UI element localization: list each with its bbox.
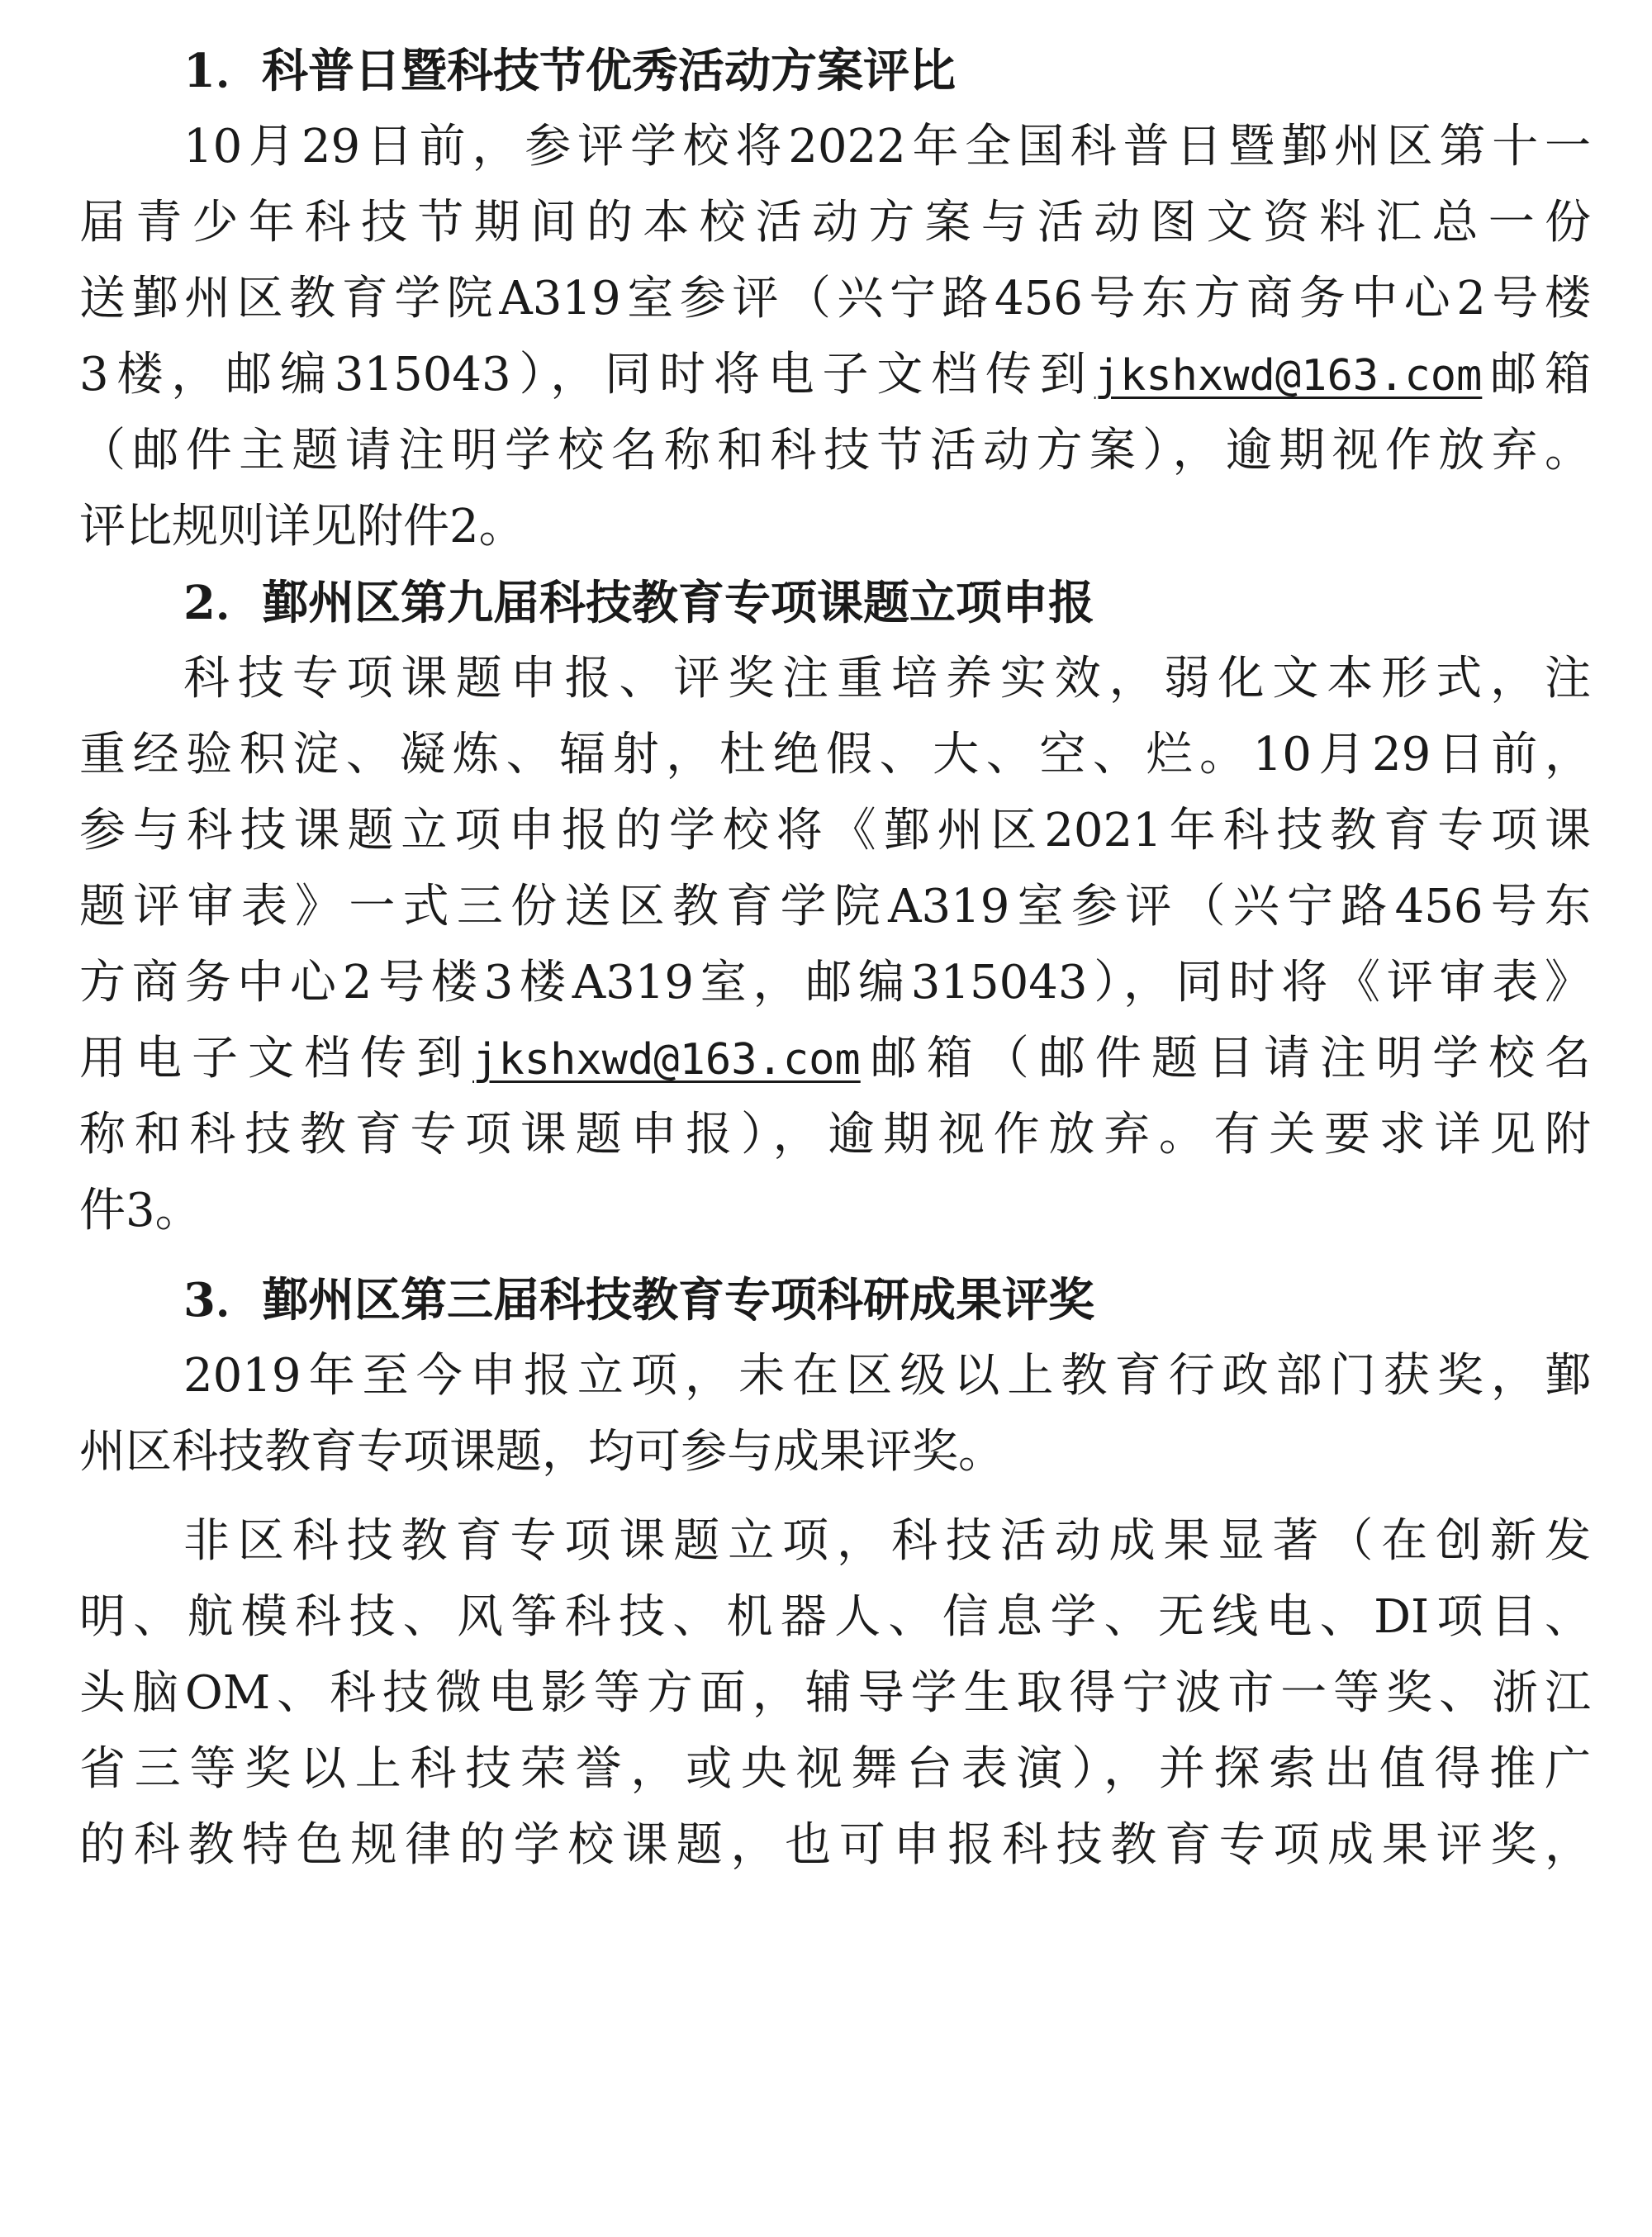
document-page xyxy=(79,33,1591,1883)
section-3-para-1-line-2: 州区科技教育专项课题，均可参与成果评奖。 xyxy=(79,1425,1004,1479)
section-3-para-2-line-5: 的科教特色规律的学校课题，也可申报科技教育专项成果评奖， xyxy=(79,1818,1591,1872)
section-1-line-3: 送鄞州区教育学院A319室参评（兴宁路456号东方商务中心2号楼 xyxy=(79,272,1591,325)
section-3-para-2-line-3: 头脑OM、科技微电影等方面，辅导学生取得宁波市一等奖、浙江 xyxy=(79,1666,1591,1720)
section-1-line-6: 评比规则详见附件2。 xyxy=(79,500,525,553)
section-3-para-2-line-4: 省三等奖以上科技荣誉，或央视舞台表演），并探索出值得推广 xyxy=(79,1742,1591,1796)
section-2-line-6-post: 邮箱（邮件题目请注明学校名 xyxy=(860,1032,1592,1085)
section-2-line-6-pre: 用电子文档传到 xyxy=(79,1032,473,1085)
section-1-line-4 xyxy=(79,337,1591,413)
email-link[interactable]: jkshxwd@163.com xyxy=(472,1035,861,1085)
section-gap xyxy=(79,1249,1591,1262)
section-1-heading: 1．科普日暨科技节优秀活动方案评比 xyxy=(183,44,956,98)
section-2-line-7: 称和科技教育专项课题申报），逾期视作放弃。有关要求详见附 xyxy=(79,1108,1591,1161)
section-2-line-2: 重经验积淀、凝炼、辐射，杜绝假、大、空、烂。10月29日前， xyxy=(79,728,1591,781)
section-2-line-8: 件3。 xyxy=(79,1184,202,1237)
section-1-line-1: 10月29日前，参评学校将2022年全国科普日暨鄞州区第十一 xyxy=(183,120,1591,173)
section-2-heading: 2．鄞州区第九届科技教育专项课题立项申报 xyxy=(183,576,1094,630)
section-2-line-6 xyxy=(79,1021,1591,1097)
section-1-line-2: 届青少年科技节期间的本校活动方案与活动图文资料汇总一份 xyxy=(79,196,1591,249)
section-1-line-5: （邮件主题请注明学校名称和科技节活动方案），逾期视作放弃。 xyxy=(79,424,1591,477)
section-3-para-2-line-2: 明、航模科技、风筝科技、机器人、信息学、无线电、DI项目、 xyxy=(79,1590,1591,1644)
section-3-para-1-line-1: 2019年至今申报立项，未在区级以上教育行政部门获奖，鄞 xyxy=(183,1349,1591,1403)
paragraph-gap xyxy=(79,1490,1591,1503)
section-3-para-2-line-1: 非区科技教育专项课题立项，科技活动成果显著（在创新发 xyxy=(183,1514,1591,1568)
section-1-line-4-post: 邮箱 xyxy=(1482,348,1592,401)
section-2-line-1: 科技专项课题申报、评奖注重培养实效，弱化文本形式，注 xyxy=(183,652,1591,705)
section-2-line-3: 参与科技课题立项申报的学校将《鄞州区2021年科技教育专项课 xyxy=(79,804,1591,857)
section-3-heading: 3．鄞州区第三届科技教育专项科研成果评奖 xyxy=(183,1273,1094,1327)
email-link[interactable]: jkshxwd@163.com xyxy=(1094,351,1483,401)
section-2-line-5: 方商务中心2号楼3楼A319室，邮编315043），同时将《评审表》 xyxy=(79,956,1591,1009)
section-2-line-4: 题评审表》一式三份送区教育学院A319室参评（兴宁路456号东 xyxy=(79,880,1591,933)
section-1-line-4-pre: 3楼，邮编315043），同时将电子文档传到 xyxy=(79,348,1094,401)
